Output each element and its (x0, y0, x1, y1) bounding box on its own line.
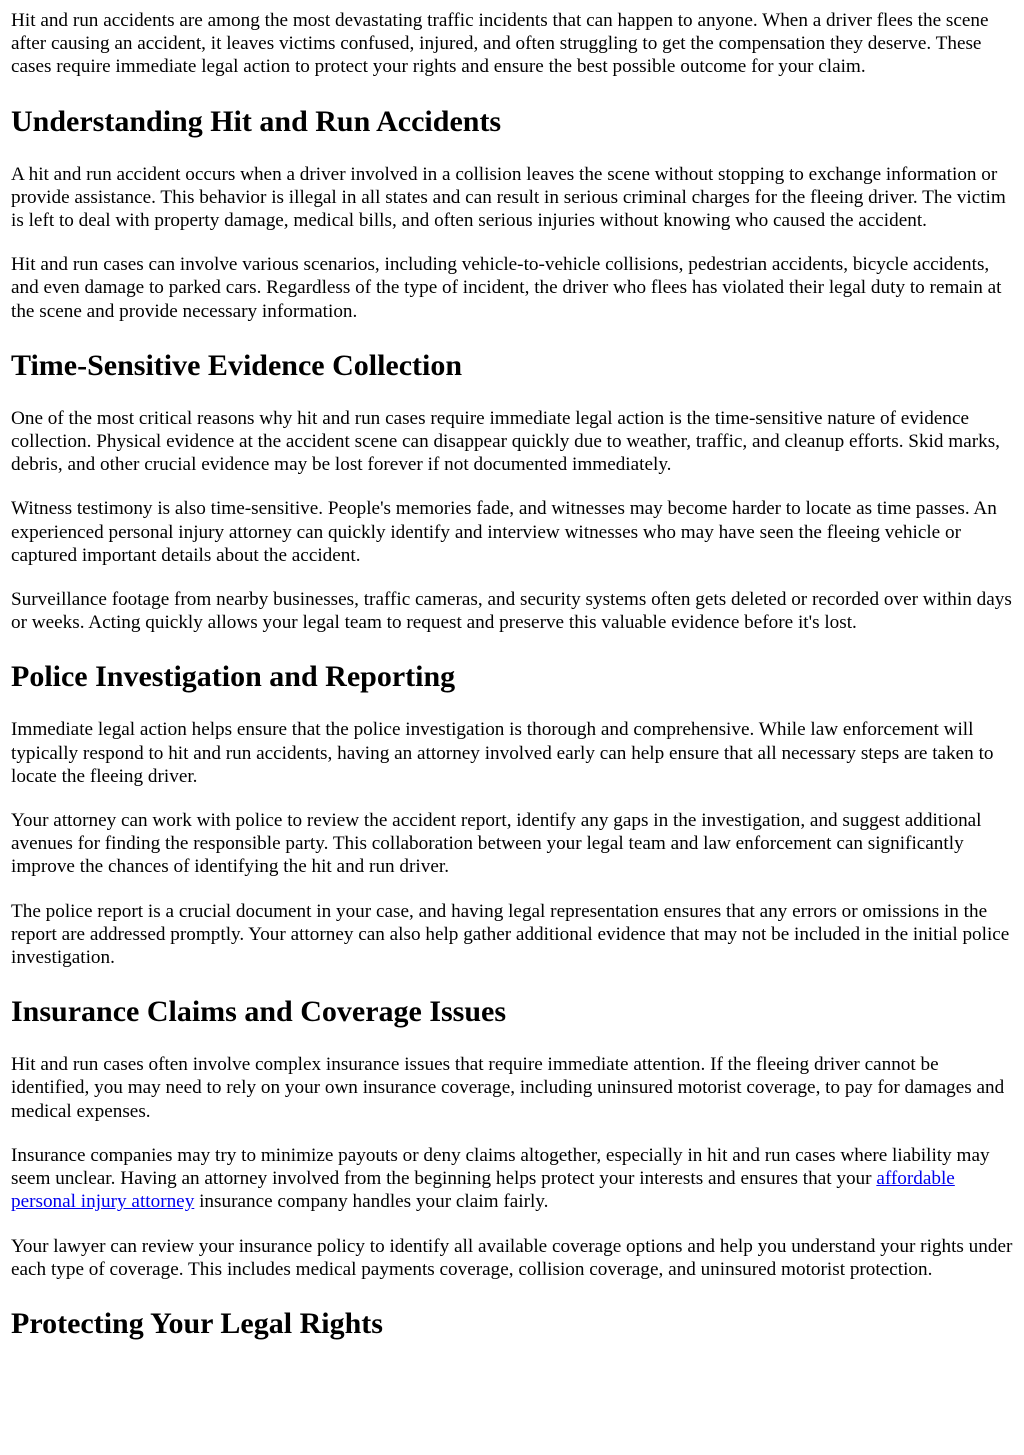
section-heading: Understanding Hit and Run Accidents (11, 104, 502, 138)
section-heading: Protecting Your Legal Rights (11, 1306, 383, 1340)
section-heading: Insurance Claims and Coverage Issues (11, 995, 507, 1029)
intro-paragraph: Hit and run accidents are among the most devastating traffic incidents that can happen to anyone. When a driver flees the scene after causing an accident, it leaves victims confused, injured, and often struggling to get the compensation they deserve. These cases require immediate legal action to protect your rights and ensure the best possible outcome for your claim. (11, 10, 989, 78)
section-heading: Time-Sensitive Evidence Collection (11, 348, 463, 382)
section-insurance (11, 994, 1014, 1281)
section-paragraph: Immediate legal action helps ensure that the police investigation is thorough and comprehensive. While law enforcement will typically respond to hit and run accidents, having an attorney involved early can help ensure that all necessary steps are taken to locate the fleeing driver. (11, 719, 994, 787)
section-paragraph: Your lawyer can review your insurance policy to identify all available coverage options and help you understand your rights under each type of coverage. This includes medical payments coverage, collision coverage, and uninsured motorist protection. (11, 1235, 1013, 1280)
section-paragraph: A hit and run accident occurs when a driver involved in a collision leaves the scene without stopping to exchange information or provide assistance. This behavior is illegal in all states and can result in serious criminal charges for the fleeing driver. The victim is left to deal with property damage, medical bills, and often serious injuries without knowing who caused the accident. (11, 163, 1006, 232)
section-understanding (11, 104, 1014, 323)
article (0, 9, 1024, 1342)
section-paragraph: Witness testimony is also time-sensitive. People's memories fade, and witnesses may become harder to locate as time passes. An experienced personal injury attorney can quickly identify and interview witnesses who may have seen the fleeing vehicle or captured important details about the accident. (11, 498, 997, 566)
section-paragraph: One of the most critical reasons why hit and run cases require immediate legal action is the time-sensitive nature of evidence collection. Physical evidence at the accident scene can disappear quickly due to weather, traffic, and cleanup efforts. Skid marks, debris, and other crucial evidence may be lost forever if not documented immediately. (11, 407, 1000, 476)
paragraph-text: Insurance companies may try to minimize payouts or deny claims altogether, especially in hit and run cases where liability may seem unclear. Having an attorney involved from the beginning helps protect your interests and ensures that your (11, 1144, 990, 1190)
section-paragraph: Your attorney can work with police to review the accident report, identify any gaps in the investigation, and suggest additional avenues for finding the responsible party. This collaboration between your legal team and law enforcement can significantly improve the chances of identifying the hit and run driver. (11, 810, 982, 878)
section-police (11, 659, 1014, 969)
section-paragraph: Hit and run cases can involve various scenarios, including vehicle-to-vehicle collisions, pedestrian accidents, bicycle accidents, and even damage to parked cars. Regardless of the type of incident, the driver who flees has violated their legal duty to remain at the scene and provide necessary information. (11, 254, 1002, 322)
section-paragraph-with-link (11, 1144, 1014, 1214)
section-rights (11, 1306, 1014, 1342)
paragraph-text: insurance company handles your claim fairly. (194, 1191, 549, 1213)
section-paragraph: The police report is a crucial document in your case, and having legal representation ensures that any errors or omissions in the report are addressed promptly. Your attorney can also help gather additional evidence that may not be included in the initial police investigation. (11, 900, 1010, 969)
section-paragraph: Hit and run cases often involve complex insurance issues that require immediate attention. If the fleeing driver cannot be identified, you may need to rely on your own insurance coverage, including uninsured motorist coverage, to pay for damages and medical expenses. (11, 1054, 1005, 1122)
section-heading: Police Investigation and Reporting (11, 660, 456, 694)
section-evidence (11, 348, 1014, 635)
section-paragraph: Surveillance footage from nearby businesses, traffic cameras, and security systems often gets deleted or recorded over within days or weeks. Acting quickly allows your legal team to request and preserve this valuable evidence before it's lost. (11, 589, 1012, 634)
attorney-link[interactable]: affordable personal injury attorney (11, 1168, 955, 1213)
